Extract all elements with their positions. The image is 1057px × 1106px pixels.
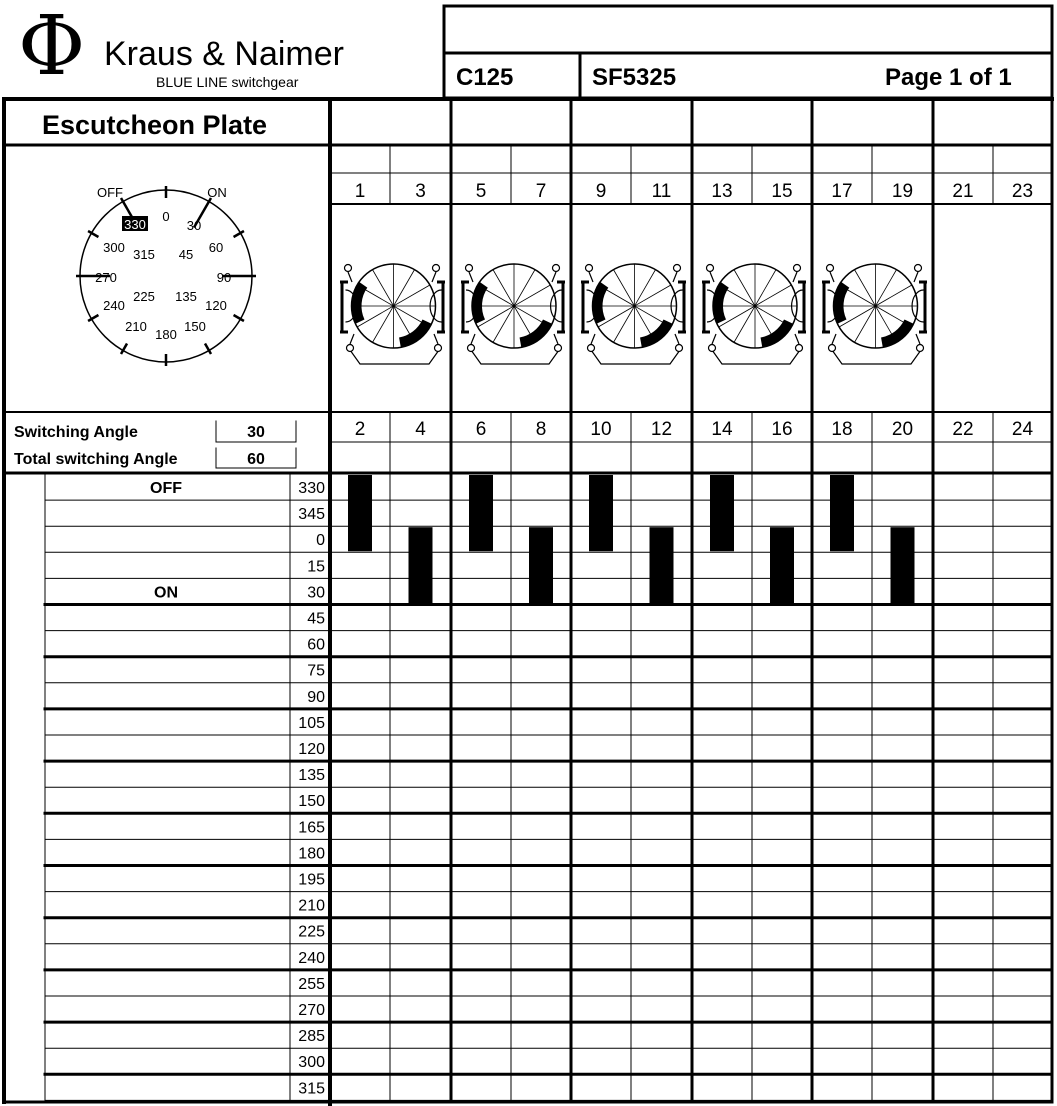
terminal-top-9: 9 bbox=[595, 181, 607, 202]
position-angle-300: 300 bbox=[298, 1054, 325, 1072]
stage-base bbox=[712, 350, 800, 364]
position-angle-120: 120 bbox=[298, 741, 325, 758]
position-angle-255: 255 bbox=[298, 975, 325, 993]
terminal-point bbox=[468, 345, 475, 352]
dial-label-30: 30 bbox=[186, 218, 202, 233]
terminal-point bbox=[707, 265, 714, 272]
position-angle-195: 195 bbox=[298, 871, 325, 889]
terminal-bottom-8: 8 bbox=[535, 419, 547, 440]
position-angle-60: 60 bbox=[307, 636, 325, 654]
switch-stage-2 bbox=[461, 264, 565, 364]
dial-label-180: 180 bbox=[155, 327, 177, 342]
terminal-point bbox=[917, 345, 924, 352]
contact-bar-column-7 bbox=[710, 475, 734, 551]
terminal-bottom-4: 4 bbox=[415, 419, 426, 440]
dial-label-0: 0 bbox=[162, 209, 170, 224]
dial-label-300: 300 bbox=[103, 240, 125, 255]
terminal-bottom-6: 6 bbox=[475, 419, 487, 440]
switch-stage-5 bbox=[822, 264, 927, 364]
terminal-bottom-18: 18 bbox=[831, 419, 853, 440]
position-angle-330: 330 bbox=[298, 480, 325, 497]
terminal-point bbox=[586, 265, 593, 272]
terminal-bottom-12: 12 bbox=[650, 419, 673, 440]
dial-label-210: 210 bbox=[125, 319, 147, 334]
position-angle-345: 345 bbox=[298, 506, 325, 524]
terminal-top-3: 3 bbox=[415, 181, 426, 202]
terminal-bottom-22: 22 bbox=[952, 419, 974, 440]
contact-bar-column-6 bbox=[650, 527, 674, 603]
terminal-point bbox=[555, 345, 562, 352]
switch-stage-3 bbox=[581, 264, 686, 364]
position-angle-180: 180 bbox=[298, 845, 325, 863]
terminal-point bbox=[794, 265, 801, 272]
terminal-point bbox=[676, 345, 683, 352]
terminal-bottom-20: 20 bbox=[891, 419, 914, 440]
contact-bar-column-5 bbox=[589, 475, 613, 551]
terminal-point bbox=[829, 345, 836, 352]
switching-angle-label: Switching Angle bbox=[14, 424, 138, 441]
terminal-point bbox=[553, 265, 560, 272]
dial-label-225: 225 bbox=[133, 289, 155, 304]
stage-bracket bbox=[461, 282, 469, 332]
terminal-point bbox=[915, 265, 922, 272]
terminal-point bbox=[466, 265, 473, 272]
stage-base bbox=[591, 350, 680, 364]
model-number: C125 bbox=[456, 64, 514, 91]
escutcheon-title: Escutcheon Plate bbox=[42, 110, 268, 140]
position-name-off: OFF bbox=[150, 480, 182, 497]
position-angle-15: 15 bbox=[307, 558, 325, 576]
terminal-point bbox=[674, 265, 681, 272]
switch-stage-1 bbox=[340, 264, 445, 364]
terminal-top-15: 15 bbox=[771, 181, 793, 202]
terminal-top-23: 23 bbox=[1011, 181, 1034, 202]
terminal-bottom-24: 24 bbox=[1011, 419, 1034, 440]
position-angle-105: 105 bbox=[298, 714, 325, 732]
stage-base bbox=[832, 350, 921, 364]
terminal-point bbox=[345, 265, 352, 272]
dial-label-240: 240 bbox=[103, 298, 125, 313]
contact-bar-column-4 bbox=[529, 527, 553, 603]
terminal-point bbox=[827, 265, 834, 272]
position-angle-150: 150 bbox=[298, 793, 325, 811]
escutcheon-dial-labels bbox=[95, 185, 231, 342]
terminal-top-21: 21 bbox=[952, 181, 974, 202]
position-angle-45: 45 bbox=[307, 610, 325, 628]
contact-bar-column-8 bbox=[770, 527, 794, 603]
dial-label-135: 135 bbox=[175, 289, 197, 304]
position-angle-30: 30 bbox=[307, 584, 325, 602]
dial-label-270: 270 bbox=[95, 270, 117, 285]
terminal-point bbox=[796, 345, 803, 352]
position-angle-240: 240 bbox=[298, 949, 325, 967]
total-switching-angle-label: Total switching Angle bbox=[14, 451, 178, 468]
stage-base bbox=[350, 350, 439, 364]
terminal-bottom-10: 10 bbox=[590, 419, 612, 440]
terminal-top-17: 17 bbox=[831, 181, 853, 202]
contact-bar-column-3 bbox=[469, 475, 493, 551]
switch-stage-4 bbox=[702, 264, 806, 364]
switch-stage-symbols bbox=[340, 264, 927, 364]
dial-label-90: 90 bbox=[216, 270, 232, 285]
terminal-bottom-14: 14 bbox=[711, 419, 733, 440]
terminal-top-7: 7 bbox=[535, 181, 547, 202]
position-angle-75: 75 bbox=[307, 662, 325, 680]
position-angle-210: 210 bbox=[298, 897, 325, 915]
terminal-point bbox=[433, 265, 440, 272]
terminal-top-11: 11 bbox=[651, 181, 672, 202]
terminal-point bbox=[435, 345, 442, 352]
dial-label-150: 150 bbox=[184, 319, 206, 334]
contact-bar-column-1 bbox=[348, 475, 372, 551]
dial-off-label: OFF bbox=[97, 185, 123, 200]
dial-label-45: 45 bbox=[178, 247, 194, 262]
terminal-point bbox=[347, 345, 354, 352]
contact-bar-column-2 bbox=[409, 527, 433, 603]
dial-label-120: 120 bbox=[205, 298, 227, 313]
page-indicator: Page 1 of 1 bbox=[885, 64, 1012, 91]
terminal-point bbox=[709, 345, 716, 352]
terminal-top-13: 13 bbox=[711, 181, 733, 202]
brand-logo-symbol: Φ bbox=[18, 0, 86, 94]
product-code: SF5325 bbox=[592, 64, 677, 91]
brand-name: Kraus & Naimer bbox=[104, 35, 344, 73]
terminal-top-19: 19 bbox=[891, 181, 914, 202]
position-angle-315: 315 bbox=[298, 1080, 325, 1098]
terminal-top-5: 5 bbox=[475, 181, 487, 202]
stage-base bbox=[471, 350, 559, 364]
dial-label-60: 60 bbox=[208, 240, 224, 255]
position-name-on: ON bbox=[154, 584, 178, 602]
position-angle-0: 0 bbox=[316, 532, 325, 550]
position-angle-225: 225 bbox=[298, 923, 325, 941]
contact-bar-column-10 bbox=[891, 527, 915, 603]
position-labels bbox=[150, 480, 325, 1097]
contact-bar-column-9 bbox=[830, 475, 854, 551]
terminal-bottom-2: 2 bbox=[354, 419, 366, 440]
stage-bracket bbox=[702, 282, 710, 332]
dial-on-label: ON bbox=[207, 185, 227, 200]
position-angle-90: 90 bbox=[307, 688, 325, 706]
terminal-point bbox=[588, 345, 595, 352]
terminal-bottom-16: 16 bbox=[771, 419, 793, 440]
dial-label-330: 330 bbox=[124, 217, 146, 232]
position-angle-135: 135 bbox=[298, 767, 325, 785]
total-switching-angle-value: 60 bbox=[247, 451, 265, 468]
dial-label-315: 315 bbox=[133, 247, 155, 262]
terminal-top-1: 1 bbox=[354, 181, 366, 202]
position-angle-285: 285 bbox=[298, 1028, 325, 1046]
switching-angle-value: 30 bbox=[247, 424, 265, 441]
position-angle-270: 270 bbox=[298, 1002, 325, 1019]
brand-tagline: BLUE LINE switchgear bbox=[156, 74, 299, 90]
position-angle-165: 165 bbox=[298, 819, 325, 837]
